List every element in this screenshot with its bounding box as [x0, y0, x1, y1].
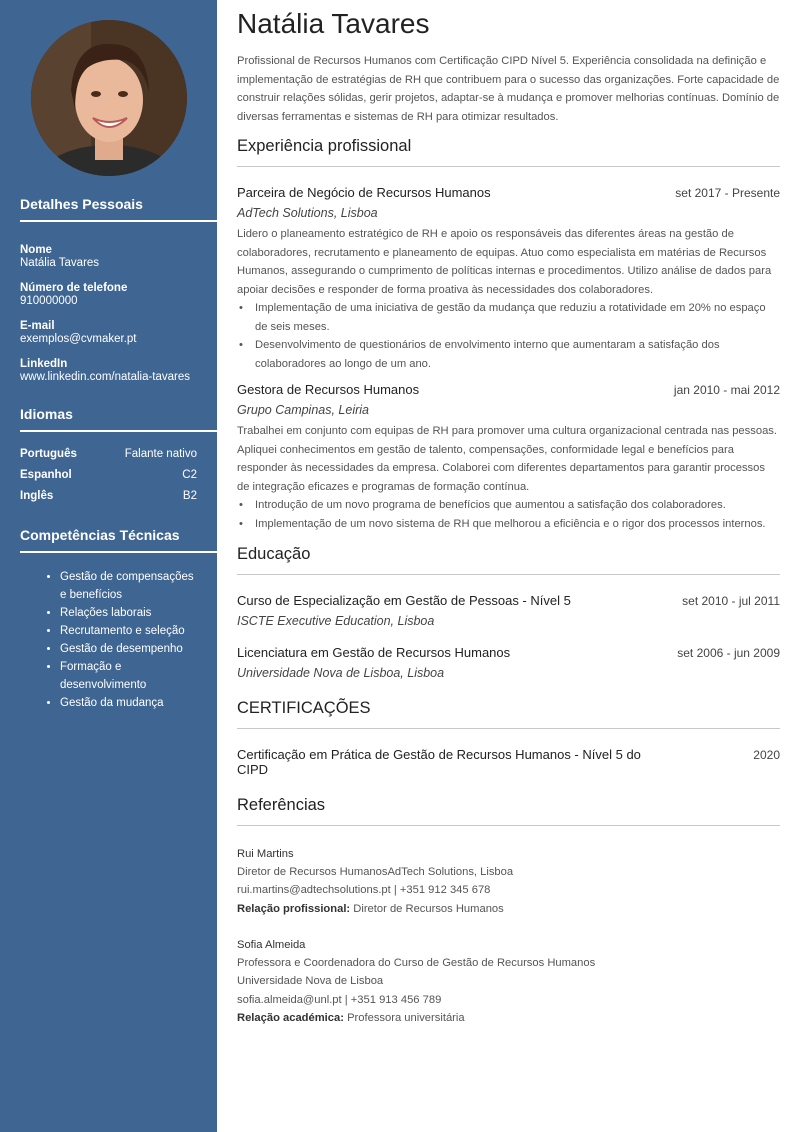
experience-heading: Experiência profissional: [237, 137, 780, 167]
job-date: set 2017 - Presente: [675, 186, 780, 200]
job-bullet: • Implementação de um novo sistema de RH que melhorou a eficiência e o rigor dos processos internos.: [237, 515, 780, 534]
email-value: exemplos@cvmaker.pt: [20, 333, 137, 345]
job-title: Parceira de Negócio de Recursos Humanos: [237, 185, 491, 200]
language-level: B2: [182, 490, 197, 502]
phone-label: Número de telefone: [20, 282, 128, 294]
job-organization: Grupo Campinas, Leiria: [237, 403, 370, 417]
name-value: Natália Tavares: [20, 257, 100, 269]
relation-value: Diretor de Recursos Humanos: [353, 902, 504, 915]
skills-heading: Competências Técnicas: [20, 527, 217, 553]
reference-name: Sofia Almeida: [237, 939, 306, 951]
linkedin-label: LinkedIn: [20, 358, 68, 370]
sidebar: [0, 0, 217, 1132]
education-heading: Educação: [237, 545, 780, 575]
job-title: Gestora de Recursos Humanos: [237, 382, 420, 397]
education-date: set 2006 - jun 2009: [677, 646, 780, 660]
language-name: Inglês: [20, 490, 54, 502]
profile-photo: [31, 20, 187, 176]
skills-list: [20, 568, 200, 712]
name-label: Nome: [20, 244, 52, 256]
reference-name: Rui Martins: [237, 848, 294, 860]
job-date: jan 2010 - mai 2012: [673, 383, 780, 397]
languages-heading: Idiomas: [20, 406, 217, 432]
relation-label: Relação académica:: [237, 1011, 344, 1024]
language-level: Falante nativo: [124, 448, 197, 460]
relation-label: Relação profissional:: [237, 902, 351, 915]
language-row: [20, 490, 197, 511]
personal-phone: [20, 282, 197, 308]
certification-year: 2020: [753, 748, 780, 762]
email-label: E-mail: [20, 320, 55, 332]
reference-contact: sofia.almeida@unl.pt | +351 913 456 789: [237, 993, 442, 1006]
reference-position: Professora e Coordenadora do Curso de Gestão de Recursos Humanos: [237, 957, 596, 970]
personal-email: [20, 320, 197, 346]
language-row: [20, 469, 197, 490]
phone-value: 910000000: [20, 295, 78, 307]
reference-relation: [237, 900, 780, 918]
language-name: Espanhol: [20, 469, 72, 481]
education-date: set 2010 - jul 2011: [682, 594, 780, 608]
job-description: Trabalhei em conjunto com equipas de RH para promover uma cultura organizacional centrada nas pessoas. Apliquei conhecimentos em gestão de talento, compensações, conformidade legal e benefícios para responder às necessidades da empresa. Colaborei com diferentes departamentos para garantir processos de integração eficazes e programas de formação contínua.: [237, 425, 777, 493]
personal-name: [20, 244, 197, 270]
relation-value: Professora universitária: [347, 1011, 465, 1024]
personal-linkedin: [20, 358, 210, 384]
reference-entry: [237, 936, 780, 1027]
job-bullet: • Desenvolvimento de questionários de envolvimento interno que aumentaram a satisfação dos colaboradores ao longo de um ano.: [237, 336, 780, 373]
skill-item: • Recrutamento e seleção: [60, 622, 200, 640]
personal-details-heading: Detalhes Pessoais: [20, 196, 217, 222]
language-row: [20, 448, 197, 469]
education-title: Licenciatura em Gestão de Recursos Humanos: [237, 645, 511, 660]
profile-summary: Profissional de Recursos Humanos com Certificação CIPD Nível 5. Experiência consolidada na definição e implementação de estratégias de RH que contribuem para o sucesso das organizações. Forte capacidade de construir relações sólidas, gerir projetos, adaptar-se à mudança e promover melhorias contínuas. Domínio de diversas ferramentas e sistemas de RH para otimizar resultados.: [237, 55, 780, 123]
education-institution: Universidade Nova de Lisboa, Lisboa: [237, 666, 445, 680]
reference-entry: [237, 845, 780, 918]
education-title: Curso de Especialização em Gestão de Pessoas - Nível 5: [237, 593, 571, 608]
skill-item: • Gestão de compensações e benefícios: [60, 568, 200, 604]
skill-item: • Gestão da mudança: [60, 694, 200, 712]
language-name: Português: [20, 448, 77, 460]
reference-institution: Universidade Nova de Lisboa: [237, 975, 384, 988]
job-organization: AdTech Solutions, Lisboa: [237, 206, 378, 220]
certifications-heading: CERTIFICAÇÕES: [237, 699, 780, 729]
skill-item: • Gestão de desempenho: [60, 640, 200, 658]
education-institution: ISCTE Executive Education, Lisboa: [237, 614, 435, 628]
certification-title: Certificação em Prática de Gestão de Recursos Humanos - Nível 5 do CIPD: [237, 747, 641, 777]
job-bullets: [237, 299, 780, 373]
job-bullet: • Introdução de um novo programa de benefícios que aumentou a satisfação dos colaboradores.: [237, 496, 780, 515]
reference-relation: [237, 1009, 780, 1027]
job-description: Lidero o planeamento estratégico de RH e apoio os responsáveis das diferentes áreas na gestão de colaboradores, recrutamento e planeamento de equipas. Atuo como especialista em matérias de Recursos Humanos, assegurando o cumprimento de políticas internas e procedimentos. Utilizo análise de dados para apoiar decisões e responder de forma proativa às necessidades dos colaboradores.: [237, 228, 772, 296]
languages-list: [20, 448, 197, 511]
language-level: C2: [182, 469, 197, 481]
job-bullets: [237, 496, 780, 533]
references-heading: Referências: [237, 796, 780, 826]
skill-item: • Formação e desenvolvimento: [60, 658, 200, 694]
job-bullet: • Implementação de uma iniciativa de gestão da mudança que reduziu a rotatividade em 20% no espaço de seis meses.: [237, 299, 780, 336]
linkedin-value: www.linkedin.com/natalia-tavares: [20, 371, 191, 383]
skill-item: • Relações laborais: [60, 604, 200, 622]
candidate-name: Natália Tavares: [237, 8, 430, 39]
reference-contact: rui.martins@adtechsolutions.pt | +351 912 345 678: [237, 884, 491, 897]
reference-position: Diretor de Recursos HumanosAdTech Solutions, Lisboa: [237, 866, 514, 879]
